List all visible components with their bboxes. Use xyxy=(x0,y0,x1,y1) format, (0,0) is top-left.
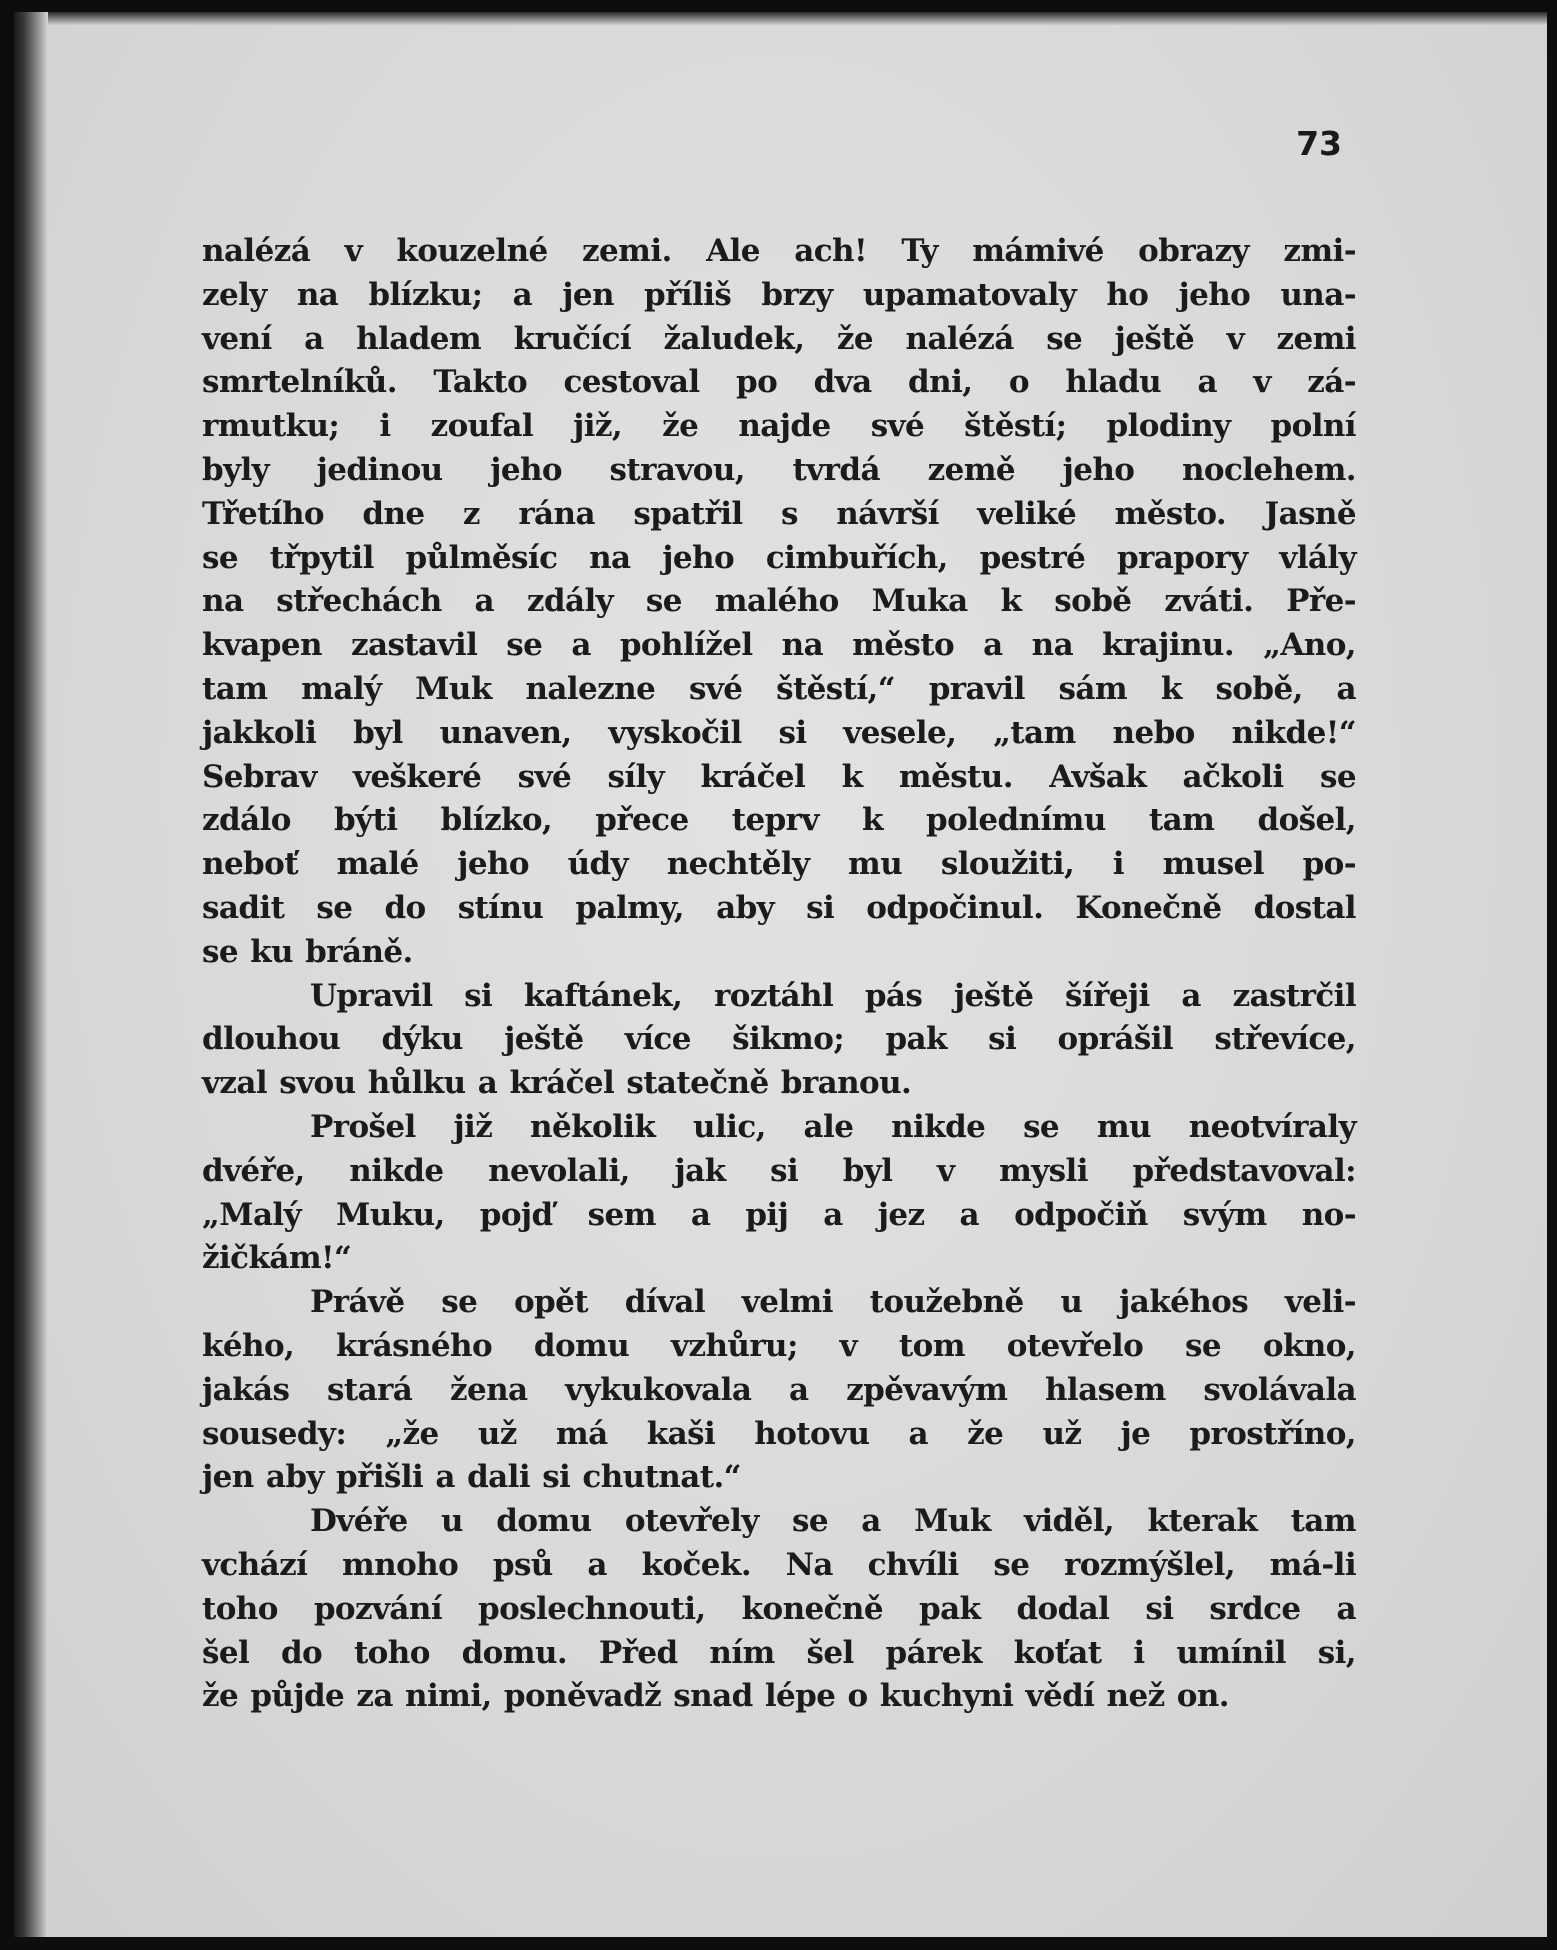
text-line: Dvéře u domu otevřely se a Muk viděl, kterak tam xyxy=(310,1503,1356,1540)
text-line: že půjde za nimi, poněvadž snad lépe o kuchyni vědí než on. xyxy=(202,1678,1229,1715)
text-line: jakkoli byl unaven, vyskočil si vesele, „tam nebo nikde!“ xyxy=(202,714,1356,751)
book-spine-shadow xyxy=(14,12,48,1937)
text-line: jakás stará žena vykukovala a zpěvavým hlasem svolávala xyxy=(202,1371,1356,1408)
text-line: rmutku; i zoufal již, že najde své štěstí; plodiny polní xyxy=(202,408,1356,445)
text-line: sousedy: „že už má kaši hotovu a že už je prostříno, xyxy=(202,1415,1356,1452)
text-line: tam malý Muk nalezne své štěstí,“ pravil sám k sobě, a xyxy=(202,670,1356,707)
text-line: Sebrav veškeré své síly kráčel k městu. Avšak ačkoli se xyxy=(202,758,1356,795)
text-line: Upravil si kaftánek, roztáhl pás ještě šířeji a zastrčil xyxy=(310,977,1356,1014)
text-line: kého, krásného domu vzhůru; v tom otevřelo se okno, xyxy=(202,1327,1356,1364)
text-line: vzal svou hůlku a kráčel statečně branou. xyxy=(202,1065,912,1102)
text-line: Prošel již několik ulic, ale nikde se mu neotvíraly xyxy=(310,1108,1356,1145)
text-line: kvapen zastavil se a pohlížel na město a na krajinu. „Ano, xyxy=(202,627,1356,664)
text-line: zely na blízku; a jen příliš brzy upamatovaly ho jeho una- xyxy=(202,276,1356,313)
text-line: se třpytil půlměsíc na jeho cimbuřích, pestré prapory vlály xyxy=(202,539,1356,576)
text-line: jen aby přišli a dali si chutnat.“ xyxy=(202,1459,741,1496)
book-page xyxy=(14,12,1547,1937)
text-line: „Malý Muku, pojď sem a pij a jez a odpočiň svým no- xyxy=(202,1196,1356,1233)
text-line: smrtelníků. Takto cestoval po dva dni, o hladu a v zá- xyxy=(202,364,1356,401)
text-line: vchází mnoho psů a koček. Na chvíli se rozmýšlel, má-li xyxy=(202,1546,1356,1583)
text-line: se ku bráně. xyxy=(202,933,413,970)
text-line: vení a hladem kručící žaludek, že nalézá se ještě v zemi xyxy=(202,320,1356,357)
text-line: zdálo býti blízko, přece teprv k polednímu tam došel, xyxy=(202,802,1356,839)
text-line: dvéře, nikde nevolali, jak si byl v mysli představoval: xyxy=(202,1152,1356,1189)
text-line: byly jedinou jeho stravou, tvrdá země jeho noclehem. xyxy=(202,451,1356,488)
text-line: sadit se do stínu palmy, aby si odpočinul. Konečně dostal xyxy=(202,889,1356,926)
text-line: šel do toho domu. Před ním šel párek koťat i umínil si, xyxy=(202,1634,1356,1671)
text-line: nalézá v kouzelné zemi. Ale ach! Ty mámivé obrazy zmi- xyxy=(202,233,1356,269)
body-text xyxy=(202,230,1356,1719)
text-line: Třetího dne z rána spatřil s návrší veliké město. Jasně xyxy=(202,495,1356,532)
text-line: toho pozvání poslechnouti, konečně pak dodal si srdce a xyxy=(202,1590,1356,1627)
text-line: Právě se opět díval velmi toužebně u jakéhos veli- xyxy=(310,1284,1356,1321)
text-line: na střechách a zdály se malého Muka k sobě zváti. Pře- xyxy=(202,583,1356,620)
page-top-shadow xyxy=(14,12,1547,26)
text-line: neboť malé jeho údy nechtěly mu sloužiti, i musel po- xyxy=(202,846,1356,883)
text-line: žičkám!“ xyxy=(202,1240,352,1277)
page-number: 73 xyxy=(1296,124,1342,163)
text-line: dlouhou dýku ještě více šikmo; pak si oprášil střevíce, xyxy=(202,1021,1356,1058)
